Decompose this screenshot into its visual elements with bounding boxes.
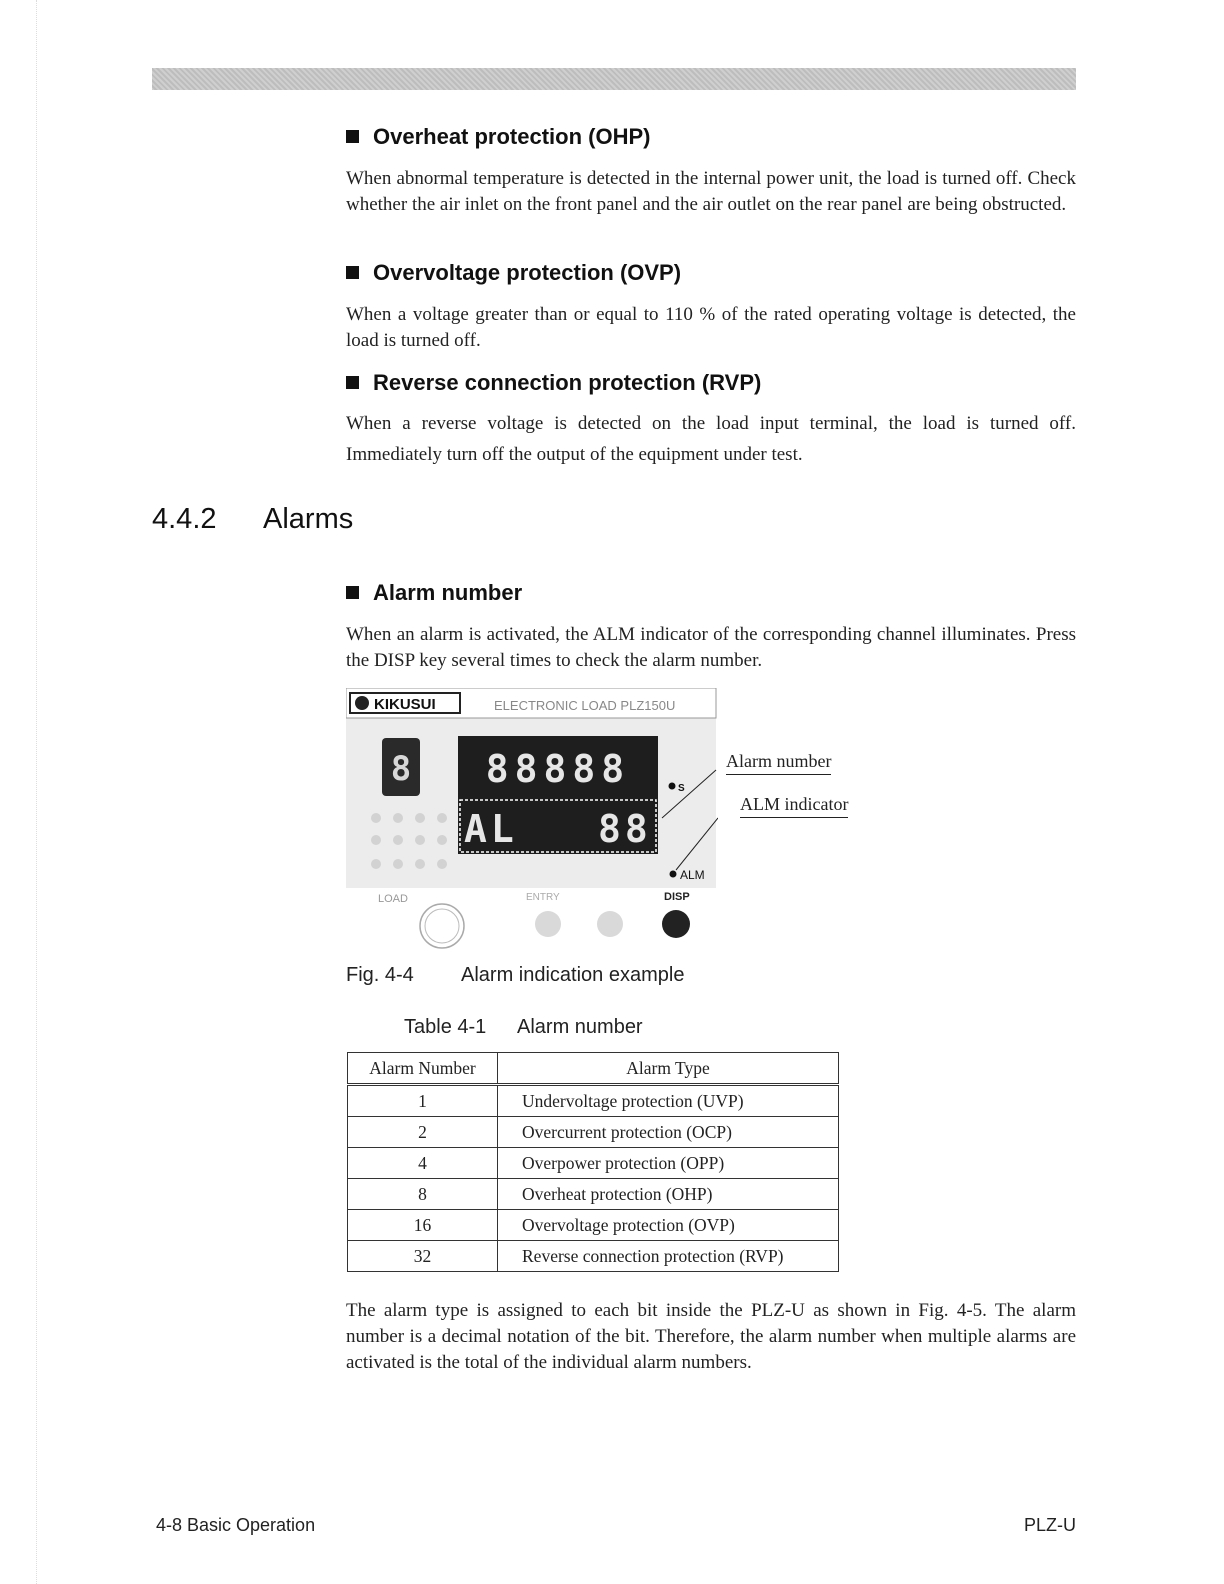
rvp-heading: Reverse connection protection (RVP) bbox=[346, 370, 761, 396]
closing-paragraph: The alarm type is assigned to each bit inside the PLZ-U as shown in Fig. 4-5. The alarm number is a decimal notation of the bit. Therefore, the alarm number when multiple alarms are activated is the total of the individual alarm numbers. bbox=[346, 1300, 1076, 1373]
alarm-number-paragraph: When an alarm is activated, the ALM indicator of the corresponding channel illuminates. Press the DISP key several times to check the alarm number. bbox=[346, 624, 1076, 671]
table-header-row bbox=[348, 1053, 839, 1085]
alm-indicator-icon bbox=[670, 871, 677, 878]
aux-key-icon bbox=[597, 911, 623, 937]
figure-caption-text: Alarm indication example bbox=[461, 964, 685, 986]
alarm-number-cell: 4 bbox=[348, 1148, 498, 1179]
rvp-paragraph: When a reverse voltage is detected on the load input terminal, the load is turned off. Immediately turn off the output of the equipment under test. bbox=[346, 413, 1076, 465]
display-bottom-right: 88 bbox=[598, 807, 652, 851]
bullet-square-icon bbox=[346, 130, 359, 143]
alarm-number-cell: 8 bbox=[348, 1179, 498, 1210]
entry-label: ENTRY bbox=[526, 892, 560, 903]
header-band bbox=[152, 68, 1076, 90]
table-row bbox=[348, 1210, 839, 1241]
alarm-number-cell: 2 bbox=[348, 1117, 498, 1148]
footer-left: 4-8 Basic Operation bbox=[156, 1515, 316, 1535]
alarm-type-cell: Overheat protection (OHP) bbox=[498, 1179, 839, 1210]
table-row bbox=[348, 1148, 839, 1179]
table-caption-number: Table 4-1 bbox=[404, 1016, 487, 1038]
alarm-type-cell: Undervoltage protection (UVP) bbox=[498, 1085, 839, 1117]
figure-caption-number: Fig. 4-4 bbox=[346, 964, 414, 986]
table-caption-text: Alarm number bbox=[517, 1016, 643, 1038]
left-margin-line bbox=[36, 0, 37, 1584]
display-top-row: 88888 bbox=[485, 747, 631, 791]
footer-right: PLZ-U bbox=[1023, 1515, 1076, 1535]
ovp-paragraph: When a voltage greater than or equal to 110 % of the rated operating voltage is detected, the load is turned off. bbox=[346, 304, 1076, 351]
kikusui-logo-mark bbox=[355, 696, 369, 710]
brand-text: KIKUSUI bbox=[374, 696, 436, 713]
model-text: ELECTRONIC LOAD PLZ150U bbox=[494, 698, 676, 713]
bullet-square-icon bbox=[346, 586, 359, 599]
disp-key-icon bbox=[662, 910, 690, 938]
table-row bbox=[348, 1241, 839, 1272]
table-row bbox=[348, 1085, 839, 1117]
callout-alm-indicator: ALM indicator bbox=[740, 794, 848, 818]
channel-digit: 8 bbox=[390, 749, 412, 789]
s-indicator-icon bbox=[669, 783, 676, 790]
load-label: LOAD bbox=[378, 893, 408, 905]
disp-label: DISP bbox=[664, 891, 690, 903]
alarm-type-cell: Overvoltage protection (OVP) bbox=[498, 1210, 839, 1241]
alarm-type-cell: Overcurrent protection (OCP) bbox=[498, 1117, 839, 1148]
s-label: S bbox=[678, 783, 685, 794]
header-alarm-type: Alarm Type bbox=[498, 1053, 839, 1085]
bullet-square-icon bbox=[346, 376, 359, 389]
section-number: 4.4.2 bbox=[152, 503, 217, 535]
entry-key-icon bbox=[535, 911, 561, 937]
header-alarm-number: Alarm Number bbox=[348, 1053, 498, 1085]
callout-alarm-number: Alarm number bbox=[726, 751, 831, 775]
alarm-number-table bbox=[347, 1052, 839, 1272]
table-row bbox=[348, 1117, 839, 1148]
alarm-number-heading: Alarm number bbox=[346, 580, 522, 606]
alarm-number-cell: 1 bbox=[348, 1085, 498, 1117]
section-title: Alarms bbox=[263, 503, 354, 535]
load-button-icon bbox=[420, 904, 464, 948]
alarm-number-cell: 32 bbox=[348, 1241, 498, 1272]
alm-label: ALM bbox=[680, 868, 705, 882]
table-row bbox=[348, 1179, 839, 1210]
ohp-heading: Overheat protection (OHP) bbox=[346, 124, 650, 150]
display-bottom-left: AL bbox=[464, 807, 518, 851]
ovp-heading: Overvoltage protection (OVP) bbox=[346, 260, 681, 286]
front-panel-figure bbox=[346, 688, 718, 950]
alarm-type-cell: Reverse connection protection (RVP) bbox=[498, 1241, 839, 1272]
alarm-number-cell: 16 bbox=[348, 1210, 498, 1241]
alarm-type-cell: Overpower protection (OPP) bbox=[498, 1148, 839, 1179]
bullet-square-icon bbox=[346, 266, 359, 279]
ohp-paragraph: When abnormal temperature is detected in the internal power unit, the load is turned off. Check whether the air inlet on the front panel and the air outlet on the rear panel are being obstructed. bbox=[346, 168, 1076, 215]
